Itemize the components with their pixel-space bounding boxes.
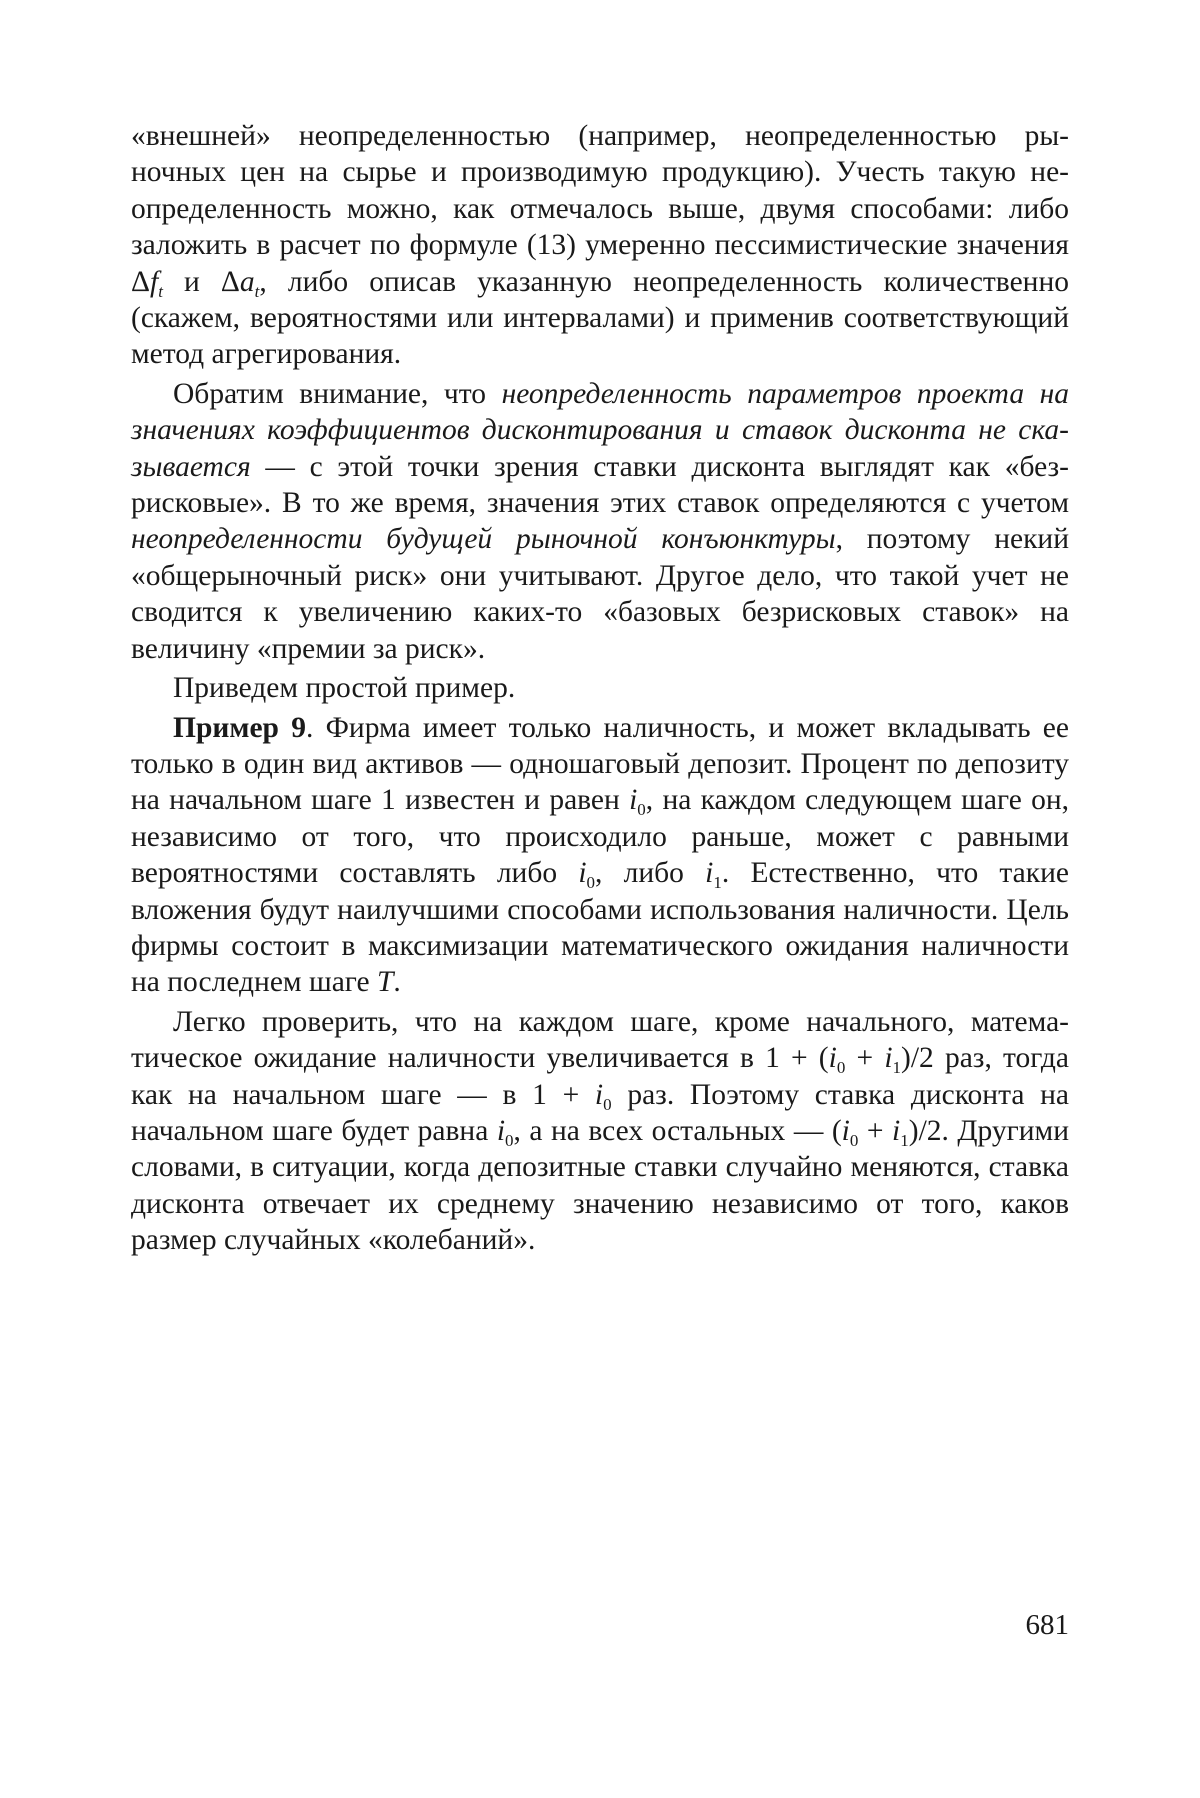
paragraph-expected-cash-growth xyxy=(131,1004,1069,1259)
subscript-run: 0 xyxy=(505,1130,514,1150)
italic-run: неопределенности будущей рыночной конъюнктуры xyxy=(131,523,836,556)
subscript-run: 0 xyxy=(836,1058,846,1078)
paragraph-simple-example-intro xyxy=(131,670,1069,706)
text-run: , либо xyxy=(595,857,706,890)
text-run: Легко проверить, что на каждом шаге, кроме начального, математическое ожидание наличности увеличивается в 1 + ( xyxy=(131,1005,1069,1075)
bold-run: Пример 9 xyxy=(173,711,306,744)
text-run: «внешней» неопределенностью (например, неопределенностью рыночных цен на сырье и производимую продукцию). Учесть такую неопределенность можно, как отмечалось выше, двумя способами: либо заложить в расчет по формуле (13) умеренно пессимистические значения Δ xyxy=(131,120,1069,298)
text-run: — с этой точки зрения ставки дисконта выглядят как «безрисковые». В то же время, значения этих ставок определяются с учетом xyxy=(131,450,1069,520)
page-body xyxy=(131,118,1069,1259)
paragraph-discount-rates-riskless xyxy=(131,376,1069,667)
text-run: + xyxy=(858,1114,893,1147)
italic-run: i xyxy=(578,857,587,890)
page-number: 681 xyxy=(1025,1609,1069,1641)
italic-run: a xyxy=(239,265,255,298)
text-run: , поэтому некий «общерыночный риск» они учитывают. Другое дело, что такой учет не сводится к увеличению каких-то «базовых безрисковых ставок» на величину «премии за риск». xyxy=(131,523,1069,665)
subscript-run: t xyxy=(254,281,260,301)
text-run: )/2 раз, тогда как на начальном шаге — в 1 + xyxy=(131,1042,1069,1111)
subscript-run: 1 xyxy=(713,873,722,893)
italic-run: i xyxy=(884,1042,893,1075)
text-run: , а на всех остальных — ( xyxy=(513,1114,842,1147)
subscript-run: 0 xyxy=(637,800,646,820)
italic-run: неопределенность параметров проекта на значениях коэффициентов дисконтирования и ставок дисконта не сказывается xyxy=(131,377,1069,483)
subscript-run: t xyxy=(158,281,163,301)
text-run: раз. Поэтому ставка дисконта на начальном шаге будет равна xyxy=(131,1078,1070,1147)
subscript-run: 1 xyxy=(892,1058,902,1078)
italic-run: f xyxy=(149,265,159,298)
paragraph-example-9 xyxy=(131,710,1069,1001)
text-run: . Фирма имеет только наличность, и может вкладывать ее только в один вид активов — одношаговый депозит. Процент по депозиту на начальном шаге 1 известен и равен xyxy=(131,711,1069,817)
text-run: + xyxy=(845,1042,885,1075)
text-run: , либо описав указанную неопределенность количественно (скажем, вероятностями или интервалами) и применив соответствующий метод агрегирования. xyxy=(131,265,1069,371)
italic-run: i xyxy=(892,1114,901,1147)
italic-run: i xyxy=(629,784,638,817)
italic-run: i xyxy=(594,1078,604,1111)
italic-run: T xyxy=(376,966,394,999)
text-run: и Δ xyxy=(162,265,240,298)
subscript-run: 0 xyxy=(586,873,596,893)
text-run: )/2. Другими словами, в ситуации, когда депозитные ставки случайно меняются, ставка дисконта отвечает их среднему значению независимо от того, каков размер случайных «колебаний». xyxy=(131,1114,1069,1257)
paragraph-external-uncertainty xyxy=(131,118,1069,373)
subscript-run: 0 xyxy=(603,1094,612,1114)
italic-run: i xyxy=(705,857,714,890)
text-run: , на каждом следующем шаге он, независимо от того, что происходило раньше, может с равными вероятностями составлять либо xyxy=(131,784,1069,890)
subscript-run: 1 xyxy=(900,1130,909,1150)
italic-run: i xyxy=(841,1114,850,1147)
text-run: Приведем простой пример. xyxy=(173,672,516,705)
text-run: . xyxy=(393,966,401,999)
text-run: . Естественно, что такие вложения будут наилучшими способами использования наличности. Цель фирмы состоит в максимизации математического ожидания наличности на последнем шаге xyxy=(131,857,1069,999)
italic-run: i xyxy=(496,1114,506,1147)
subscript-run: 0 xyxy=(849,1130,859,1150)
text-run: Обратим внимание, что xyxy=(173,377,502,410)
italic-run: i xyxy=(828,1042,837,1075)
